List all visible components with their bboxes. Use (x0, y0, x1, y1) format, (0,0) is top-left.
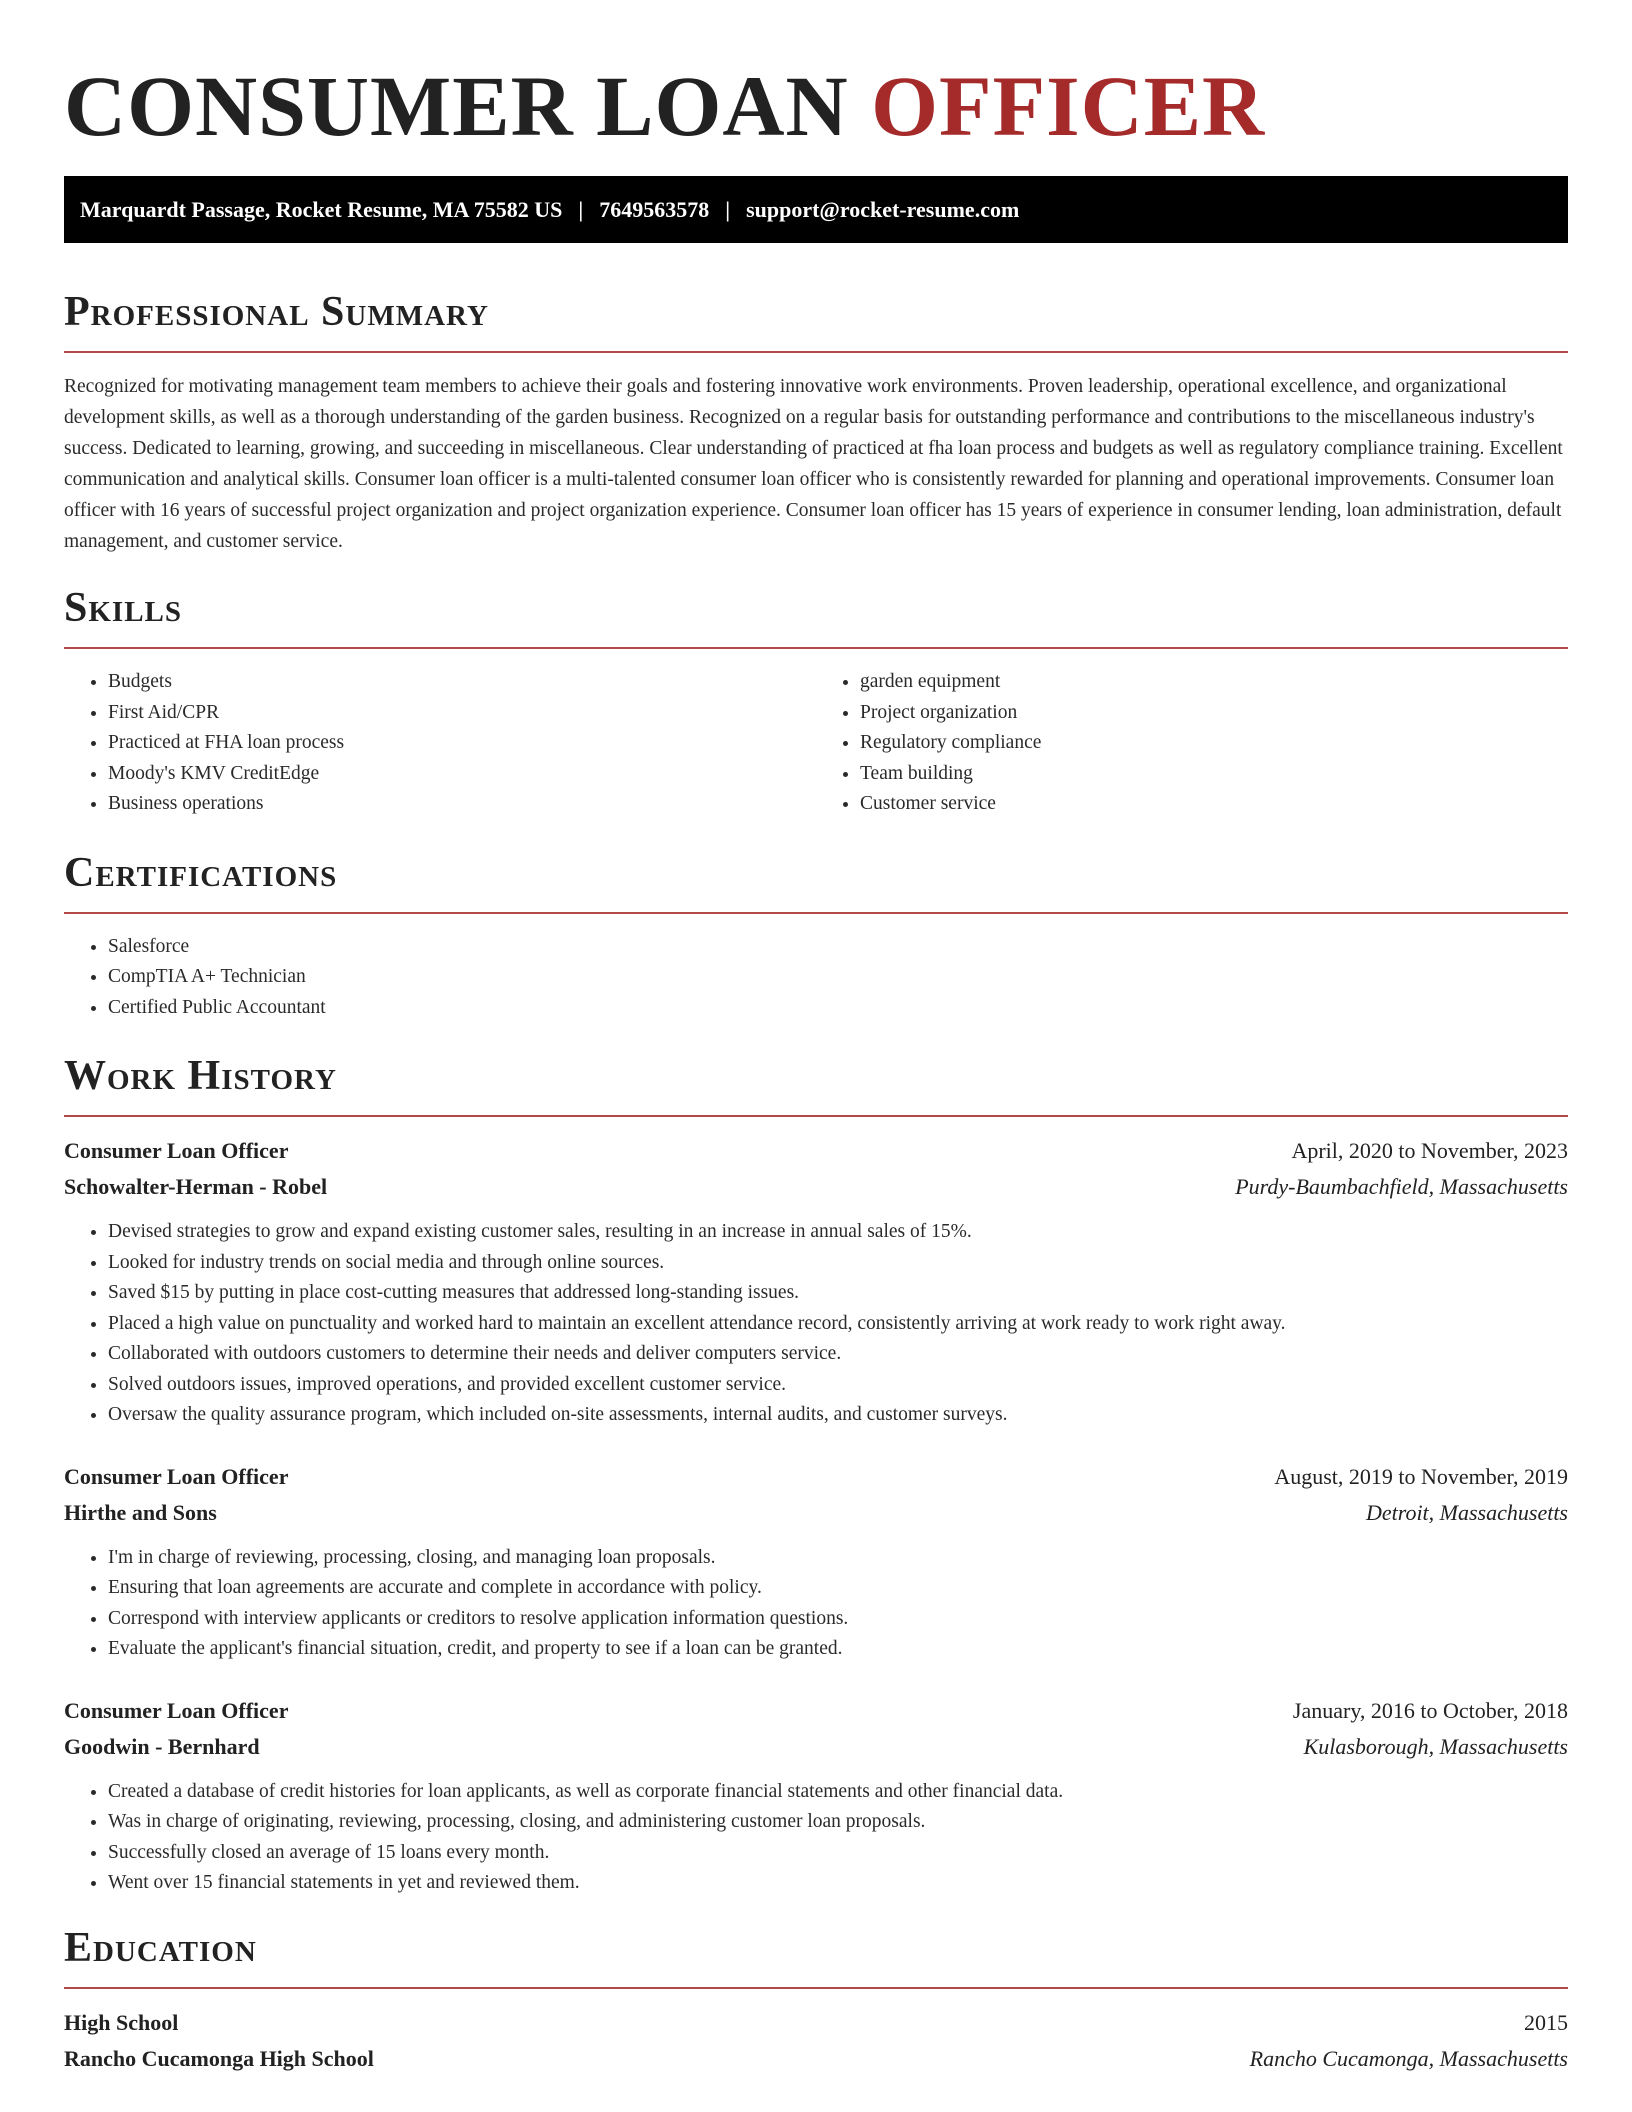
section-heading: Professional Summary (64, 289, 489, 335)
skill-item: • Business operations (108, 789, 816, 820)
job-header (64, 1693, 1568, 1729)
job-company: Goodwin - Bernhard (64, 1733, 260, 1759)
job-location: Detroit, Massachusetts (1365, 1499, 1568, 1525)
job-duty: • Evaluate the applicant's financial situation, credit, and property to see if a loan can be granted. (108, 1634, 1568, 1665)
skill-item: • Practiced at FHA loan process (108, 728, 816, 759)
skill-item: • First Aid/CPR (108, 698, 816, 729)
section-divider (64, 1987, 1568, 1989)
job-location: Purdy-Baumbachfield, Massachusetts (1235, 1174, 1568, 1199)
job-duty: • Ensuring that loan agreements are accurate and complete in accordance with policy. (108, 1573, 1568, 1604)
job-duty: • Went over 15 financial statements in yet and reviewed them. (108, 1868, 1568, 1899)
job-location: Kulasborough, Massachusetts (1303, 1733, 1568, 1759)
job-subheader (64, 1729, 1568, 1765)
job-dates: April, 2020 to November, 2023 (1291, 1138, 1568, 1163)
job-duty: • Collaborated with outdoors customers to determine their needs and deliver computers service. (108, 1339, 1568, 1370)
job-entry (64, 1133, 1568, 1431)
job-duty: • Was in charge of originating, reviewing, processing, closing, and administering customer loan proposals. (108, 1807, 1568, 1838)
education-school: Rancho Cucamonga High School (64, 2045, 374, 2071)
certification-item: • CompTIA A+ Technician (108, 962, 1568, 993)
section-heading: Skills (64, 585, 183, 631)
skill-item: • Customer service (860, 789, 1568, 820)
job-header (64, 1133, 1568, 1169)
certifications-list (64, 932, 1568, 1024)
education-year: 2015 (1524, 2009, 1568, 2035)
contact-phone[interactable]: 7649563578 (599, 196, 710, 222)
contact-separator: | (725, 196, 731, 222)
skill-item: • Project organization (860, 698, 1568, 729)
job-duties (64, 1217, 1568, 1431)
job-duty: • Saved $15 by putting in place cost-cutting measures that addressed long-standing issues. (108, 1278, 1568, 1309)
education-header (64, 2005, 1568, 2041)
contact-address: Marquardt Passage, Rocket Resume, MA 75582 US (80, 196, 563, 222)
education-section (64, 1923, 1568, 2077)
job-entry (64, 1459, 1568, 1665)
skill-item: • Team building (860, 759, 1568, 790)
job-company: Hirthe and Sons (64, 1499, 217, 1525)
job-title: Consumer Loan Officer (64, 1697, 289, 1723)
summary-section (64, 287, 1568, 557)
job-subheader (64, 1169, 1568, 1205)
job-duties (64, 1777, 1568, 1899)
skills-list-right (816, 667, 1568, 820)
contact-email[interactable]: support@rocket-resume.com (746, 196, 1020, 222)
skill-item: • garden equipment (860, 667, 1568, 698)
certifications-section (64, 848, 1568, 1024)
education-degree: High School (64, 2009, 179, 2035)
work-history-section (64, 1051, 1568, 1899)
section-divider (64, 912, 1568, 914)
job-duty: • I'm in charge of reviewing, processing, closing, and managing loan proposals. (108, 1543, 1568, 1574)
job-entry (64, 1693, 1568, 1899)
certification-item: • Certified Public Accountant (108, 993, 1568, 1024)
resume-title (64, 0, 1568, 156)
section-heading: Work History (64, 1053, 337, 1099)
summary-text: Recognized for motivating management team members to achieve their goals and fostering innovative work environments. Proven leadership, operational excellence, and organizational development skills, as well as a thorough understanding of the garden business. Recognized on a regular basis for outstanding performance and contributions to the miscellaneous industry's success. Dedicated to learning, growing, and succeeding in miscellaneous. Clear understanding of practiced at fha loan process and budgets as well as regulatory compliance training. Excellent communication and analytical skills. Consumer loan officer is a multi-talented consumer loan officer who is consistently rewarded for planning and operational improvements. Consumer loan officer with 16 years of successful project organization and project organization experience. Consumer loan officer has 15 years of experience in consumer lending, loan administration, default management, and customer service. (64, 376, 1563, 552)
skill-item: • Budgets (108, 667, 816, 698)
job-duty: • Correspond with interview applicants or creditors to resolve application information questions. (108, 1604, 1568, 1635)
job-duty: • Successfully closed an average of 15 loans every month. (108, 1838, 1568, 1869)
job-duty: • Oversaw the quality assurance program, which included on-site assessments, internal audits, and customer surveys. (108, 1400, 1568, 1431)
job-header (64, 1459, 1568, 1495)
job-company: Schowalter-Herman - Robel (64, 1174, 328, 1199)
section-heading: Education (64, 1924, 257, 1971)
job-title: Consumer Loan Officer (64, 1138, 289, 1163)
section-divider (64, 647, 1568, 649)
job-duties (64, 1543, 1568, 1665)
skill-item: • Regulatory compliance (860, 728, 1568, 759)
job-duty: • Looked for industry trends on social media and through online sources. (108, 1248, 1568, 1279)
education-entry (64, 2005, 1568, 2077)
section-divider (64, 351, 1568, 353)
job-duty: • Created a database of credit histories for loan applicants, as well as corporate financial statements and other financial data. (108, 1777, 1568, 1808)
job-duty: • Devised strategies to grow and expand existing customer sales, resulting in an increase in annual sales of 15%. (108, 1217, 1568, 1248)
section-divider (64, 1115, 1568, 1117)
job-duty: • Solved outdoors issues, improved operations, and provided excellent customer service. (108, 1370, 1568, 1401)
job-dates: January, 2016 to October, 2018 (1292, 1697, 1568, 1723)
title-accent: OFFICER (871, 58, 1266, 154)
skills-grid (64, 667, 1568, 820)
contact-bar (64, 176, 1568, 243)
skill-item: • Moody's KMV CreditEdge (108, 759, 816, 790)
education-location: Rancho Cucamonga, Massachusetts (1249, 2045, 1568, 2071)
skills-list-left (64, 667, 816, 820)
education-subheader (64, 2041, 1568, 2077)
contact-separator: | (578, 196, 584, 222)
job-subheader (64, 1495, 1568, 1531)
job-duty: • Placed a high value on punctuality and worked hard to maintain an excellent attendance record, consistently arriving at work ready to work right away. (108, 1309, 1568, 1340)
section-heading: Certifications (64, 849, 338, 896)
skills-section (64, 583, 1568, 820)
certification-item: • Salesforce (108, 932, 1568, 963)
job-dates: August, 2019 to November, 2019 (1274, 1463, 1568, 1489)
title-main: CONSUMER LOAN (64, 58, 849, 154)
job-title: Consumer Loan Officer (64, 1463, 289, 1489)
